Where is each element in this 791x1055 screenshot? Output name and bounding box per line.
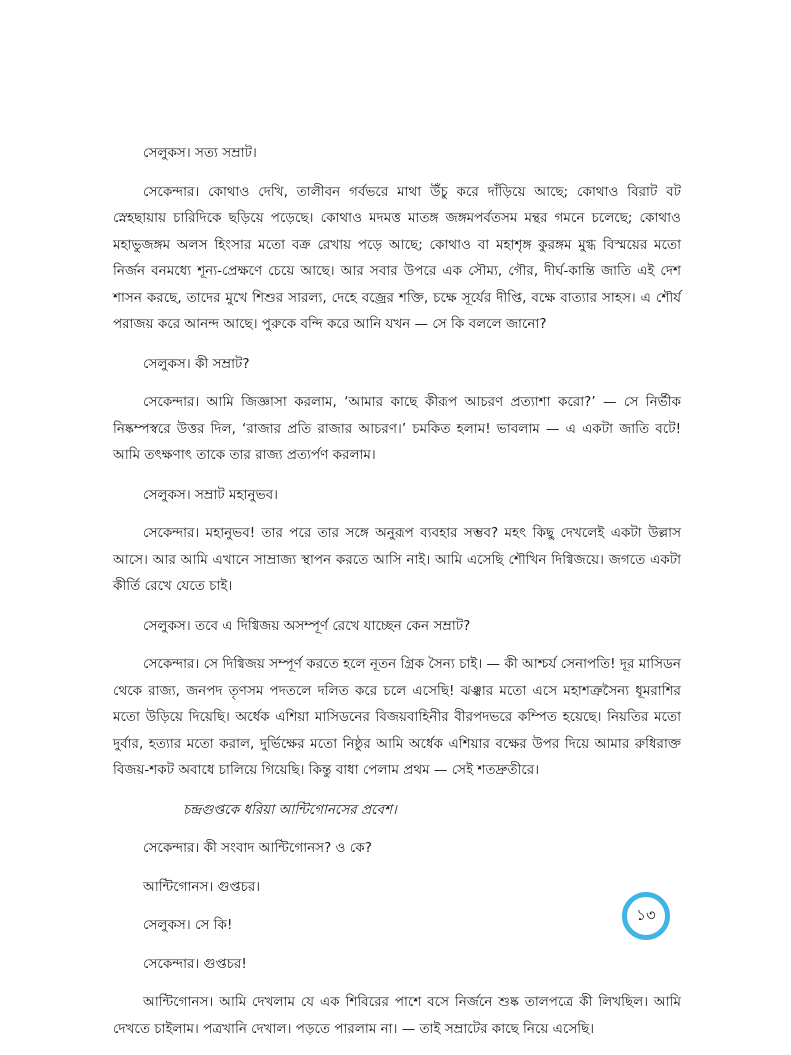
dialogue-paragraph <box>113 651 681 784</box>
dialogue-paragraph <box>113 389 681 469</box>
speaker-name: সেকেন্দার। <box>143 394 200 410</box>
speaker-name: সেকেন্দার। <box>143 840 200 856</box>
speaker-name: সেলুকস। <box>143 355 191 372</box>
dialogue-text: আমি দেখলাম যে এক শিবিরের পাশে বসে নির্জনে শুষ্ক তালপত্রে কী লিখছিল। আমি দেখতে চাইলাম। পত্রখানি দেখাল। পড়তে পারলাম না। — তাই সম্রাটের কাছে নিয়ে এসেছি। <box>113 994 681 1037</box>
dialogue-paragraph <box>113 351 681 378</box>
speaker-name: সেলুকস। <box>143 917 191 933</box>
dialogue-paragraph <box>113 613 681 640</box>
page-number-text: ১৩ <box>636 905 656 924</box>
dialogue-text: গুপ্তচর। <box>213 878 261 895</box>
dialogue-paragraph <box>113 989 681 1042</box>
dialogue-paragraph <box>113 951 681 978</box>
page-number <box>622 892 670 940</box>
speaker-name: সেকেন্দার। <box>143 656 200 672</box>
dialogue-text: সম্রাট মহানুভব। <box>190 486 279 503</box>
dialogue-paragraph <box>113 482 681 509</box>
dialogue-paragraph <box>113 520 681 600</box>
dialogue-paragraph <box>113 140 681 167</box>
speaker-name: সেলুকস। <box>143 486 191 503</box>
speaker-name: আন্টিগোনস। <box>143 878 214 895</box>
dialogue-text: কী সংবাদ আন্টিগোনস? ও কে? <box>199 840 372 856</box>
speaker-name: সেকেন্দার। <box>143 183 200 200</box>
speaker-name: সেকেন্দার। <box>143 525 200 541</box>
dialogue-paragraph <box>113 835 681 862</box>
dialogue-paragraph <box>113 874 681 901</box>
dialogue-text: সে কি! <box>190 917 233 933</box>
dialogue-text: গুপ্তচর! <box>199 955 247 972</box>
dialogue-text: কোথাও দেখি, তালীবন গর্বভরে মাথা উঁচু করে দাঁড়িয়ে আছে; কোথাও বিরাট বট স্নেহছায়ায় চারিদিকে ছড়িয়ে পড়েছে। কোথাও মদমত্ত মাতঙ্গ জঙ্গমপর্বতসম মন্থর গমনে চলেছে; কোথাও মহাভুজঙ্গম অলস হিংসার মতো বক্র রেখায় পড়ে আছে; কোথাও বা মহাশৃঙ্গ কুরঙ্গম মুগ্ধ বিস্ময়ের মতো নির্জন বনমধ্যে শূন্য-প্রেক্ষণে চেয়ে আছে। আর সবার উপরে এক সৌম্য, গৌর, দীর্ঘ-কান্তি জাতি এই দেশ শাসন করছে, তাদের মুখে শিশুর সারল্য, দেহে বজ্রের শক্তি, চক্ষে সূর্যের দীপ্তি, বক্ষে বাত্যার সাহস। এ শৌর্য পরাজয় করে আনন্দ আছে। পুরুকে বন্দি করে আনি যখন — সে কি বললে জানো? <box>113 183 681 332</box>
dialogue-text: সে দিগ্বিজয় সম্পূর্ণ করতে হলে নূতন গ্রিক সৈন্য চাই। — কী আশ্চর্য সেনাপতি! দূর মাসিডন থেকে রাজ্য, জনপদ তৃণসম পদতলে দলিত করে চলে এসেছি! ঝঞ্ঝার মতো এসে মহাশত্রুসৈন্য ধূমরাশির মতো উড়িয়ে দিয়েছি। অর্ধেক এশিয়া মাসিডনের বিজয়বাহিনীর বীরপদভরে কম্পিত হয়েছে। নিয়তির মতো দুর্বার, হত্যার মতো করাল, দুর্ভিক্ষের মতো নিষ্ঠুর আমি অর্ধেক এশিয়ার বক্ষের উপর দিয়ে আমার রুধিরাক্ত বিজয়-শকট অবাধে চালিয়ে গিয়েছি। কিন্তু বাধা পেলাম প্রথম — সেই শতদ্রুতীরে। <box>113 656 681 778</box>
speaker-name: সেলুকস। <box>143 145 191 161</box>
speaker-name: সেকেন্দার। <box>143 955 200 972</box>
dialogue-text: আমি জিজ্ঞাসা করলাম, ‘আমার কাছে কীরূপ আচরণ প্রত্যাশা করো?’ — সে নির্ভীক নিষ্কম্পস্বরে উত্তর দিল, ‘রাজার প্রতি রাজার আচরণ।’ চমকিত হলাম! ভাবলাম — এ একটা জাতি বটে! আমি তৎক্ষণাৎ তাকে তার রাজ্য প্রত্যর্পণ করলাম। <box>113 394 681 463</box>
dialogue-text: মহানুভব! তার পরে তার সঙ্গে অনুরূপ ব্যবহার সম্ভব? মহৎ কিছু দেখলেই একটা উল্লাস আসে। আর আমি এখানে সাম্রাজ্য স্থাপন করতে আসি নাই। আমি এসেছি শৌখিন দিগ্বিজয়ে। জগতে একটা কীর্তি রেখে যেতে চাই। <box>113 525 681 594</box>
speaker-name: আন্টিগোনস। <box>143 994 214 1010</box>
dialogue-text: কী সম্রাট? <box>190 355 250 372</box>
dialogue-paragraph <box>113 179 681 338</box>
page-content <box>113 140 681 1055</box>
stage-direction: চন্দ্রগুপ্তকে ধরিয়া আন্টিগোনসের প্রবেশ। <box>183 801 397 818</box>
dialogue-paragraph <box>113 912 681 939</box>
dialogue-text: সত্য সম্রাট। <box>190 145 257 161</box>
dialogue-text: তবে এ দিগ্বিজয় অসম্পূর্ণ রেখে যাচ্ছেন কেন সম্রাট? <box>190 617 471 634</box>
speaker-name: সেলুকস। <box>143 617 191 634</box>
